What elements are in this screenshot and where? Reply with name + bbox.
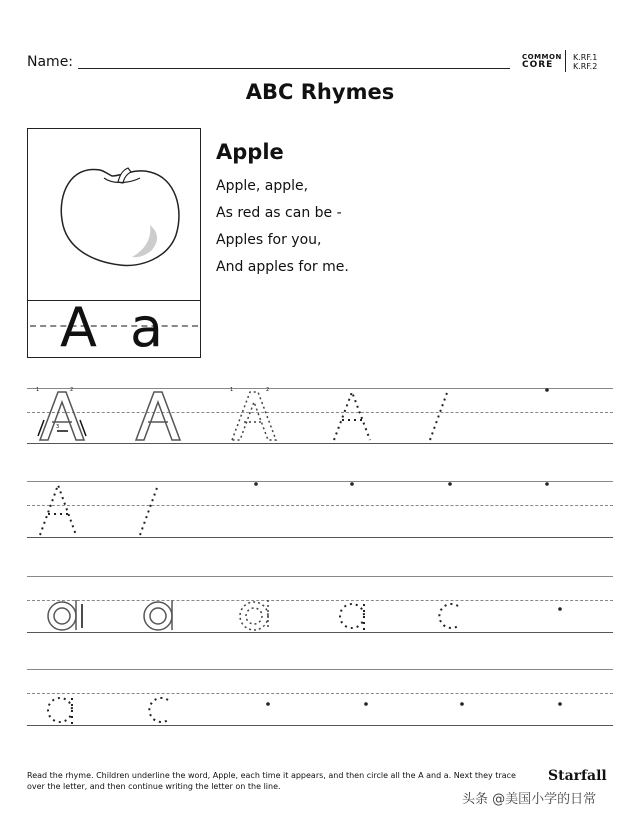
row2-dotted-letters: [40, 485, 158, 535]
stroke-number-1: 1: [36, 387, 40, 393]
row1-outline-a-with-arrows: [38, 392, 86, 440]
rhyme-title: Apple: [216, 140, 284, 164]
standards: [573, 53, 597, 71]
watermark: 头条 @美国小学的日常: [462, 792, 597, 807]
cc-top-text: COMMON: [522, 53, 562, 61]
row1-outline-a-2: [136, 392, 180, 440]
common-core-logo: [522, 53, 562, 69]
row2-top-line: [27, 481, 613, 482]
row3-mid-line: [27, 600, 613, 601]
stroke-number-2b: 2: [266, 387, 270, 393]
row4-base-line[interactable]: [27, 725, 613, 726]
row1-dotted-outline-a: [232, 392, 276, 440]
rhyme-line-1: Apple, apple,: [216, 178, 309, 194]
row3-outline-a-2: [144, 600, 172, 630]
row3-dotted-a: [340, 604, 458, 630]
header-divider: [565, 50, 566, 72]
row4-top-line: [27, 669, 613, 670]
cc-bottom-text: CORE: [522, 60, 554, 70]
row2-base-line[interactable]: [27, 537, 613, 538]
row2-mid-line: [27, 505, 613, 506]
row3-outline-a-with-arrows: [48, 600, 82, 630]
standard-2: K.RF.2: [573, 62, 598, 71]
picture-box-divider: [27, 300, 201, 301]
stroke-number-2: 2: [70, 387, 74, 393]
row4-dotted-letters: [48, 698, 168, 724]
row1-top-line: [27, 388, 613, 389]
picture-upper-letter: A: [60, 296, 97, 359]
stroke-number-3: 3: [56, 424, 60, 430]
page-title: ABC Rhymes: [245, 80, 395, 104]
row3-base-line[interactable]: [27, 632, 613, 633]
name-label: Name:: [27, 54, 74, 70]
instructions: Read the rhyme. Children underline the word, Apple, each time it appears, and then circle all the A and a. Next they trace over the letter, and then continue writing the letter on the line.: [27, 771, 516, 791]
stroke-number-1b: 1: [230, 387, 234, 393]
row1-mid-line: [27, 412, 613, 413]
standard-1: K.RF.1: [573, 53, 598, 62]
rhyme-line-2: As red as can be -: [216, 205, 342, 221]
picture-box: [27, 128, 201, 358]
picture-box-dashed-midline: [30, 325, 198, 327]
row3-dotted-outline-a: [240, 600, 268, 630]
row1-base-line[interactable]: [27, 443, 613, 444]
row3-top-line: [27, 576, 613, 577]
rhyme-line-4: And apples for me.: [216, 259, 349, 275]
rhyme-line-3: Apples for you,: [216, 232, 322, 248]
name-line[interactable]: [78, 68, 510, 69]
row4-mid-line: [27, 693, 613, 694]
row1-dotted-a: [334, 390, 448, 440]
picture-lower-letter: a: [130, 296, 164, 359]
starfall-logo: Starfall: [548, 768, 607, 784]
